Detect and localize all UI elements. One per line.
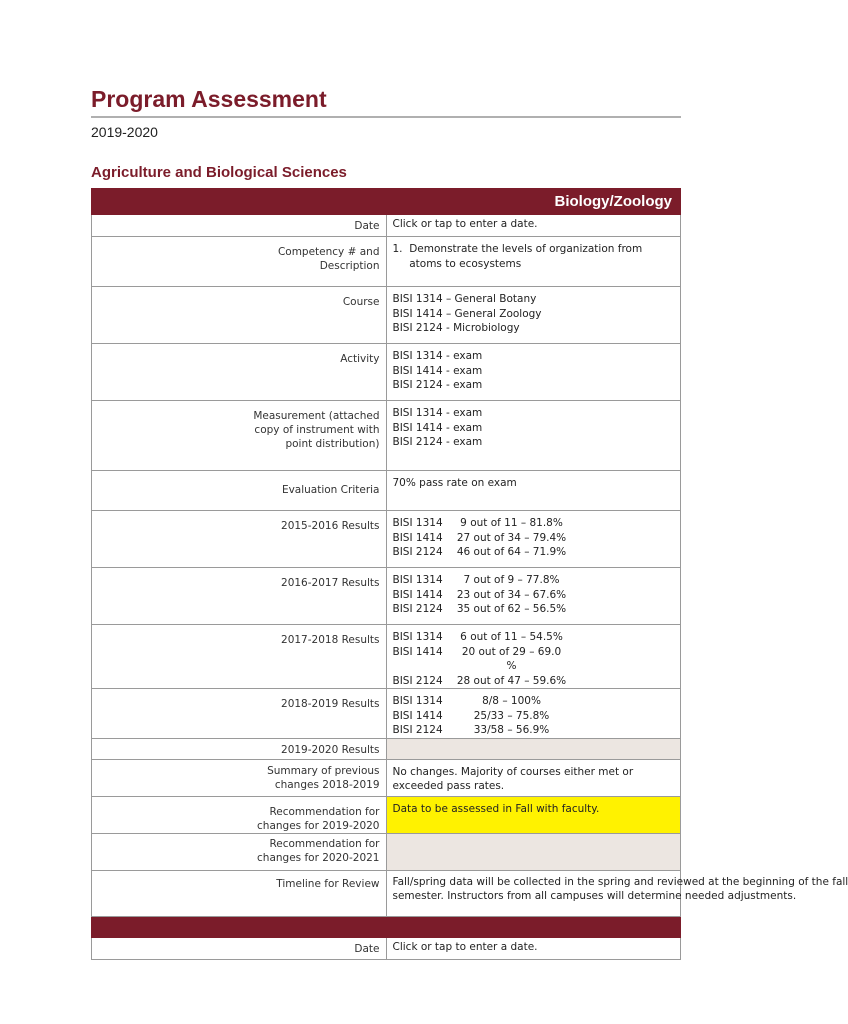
recommendation-label-line: Recommendation for (269, 805, 380, 818)
measurement-line: BISI 1414 - exam (392, 421, 483, 434)
date-field[interactable]: Click or tap to enter a date. (386, 215, 681, 237)
program-name: Biology/Zoology (92, 189, 681, 215)
activity-line: BISI 1414 - exam (392, 364, 483, 377)
results-figure: 7 out of 9 – 77.8% (463, 574, 560, 586)
results-figure: 23 out of 34 – 67.6% (456, 588, 567, 601)
results-course: BISI 1314 (392, 631, 443, 643)
results-label: 2015-2016 Results (92, 511, 387, 568)
results-value[interactable] (386, 689, 681, 739)
results-value[interactable] (386, 568, 681, 625)
results-2019-row (92, 738, 681, 759)
results-value[interactable] (386, 625, 681, 689)
recommendation-2020-label (92, 833, 387, 870)
results-figure: 8/8 – 100% (482, 695, 541, 707)
recommendation-label-line: changes for 2019-2020 (257, 819, 380, 832)
results-figure: 9 out of 11 – 81.8% (460, 517, 563, 529)
competency-row (92, 237, 681, 287)
recommendation-2020-value[interactable] (386, 833, 681, 870)
timeline-value[interactable] (386, 870, 848, 916)
results-row (92, 511, 681, 568)
document-page (91, 84, 848, 955)
results-figure: 27 out of 34 – 79.4% (456, 531, 567, 544)
section-divider-row (92, 916, 681, 937)
measurement-row (92, 401, 681, 471)
results-label: 2017-2018 Results (92, 625, 387, 689)
results-course: BISI 2124 (392, 546, 443, 558)
results-2019-value[interactable] (386, 738, 681, 759)
summary-label-line: Summary of previous (267, 764, 380, 777)
activity-line: BISI 2124 - exam (392, 379, 483, 391)
results-row (92, 568, 681, 625)
results-value[interactable] (386, 511, 681, 568)
recommendation-2019-label (92, 796, 387, 833)
date-row (92, 215, 681, 237)
program-header-row (92, 189, 681, 215)
assessment-year: 2019-2020 (91, 124, 158, 140)
results-figure: 20 out of 29 – 69.0 % (461, 645, 562, 672)
competency-number: 1. (392, 243, 403, 255)
summary-label (92, 759, 387, 796)
recommendation-label-line: changes for 2020-2021 (257, 851, 380, 864)
results-figure: 6 out of 11 – 54.5% (460, 631, 563, 643)
results-2019-label: 2019-2020 Results (92, 738, 387, 759)
competency-value[interactable] (386, 237, 681, 287)
page-title: Program Assessment (91, 84, 681, 118)
results-course: BISI 1314 (392, 574, 443, 586)
timeline-line: semester. Instructors from all campuses will determine needed adjustments. (392, 890, 797, 902)
course-label: Course (92, 287, 387, 344)
results-figure: 35 out of 62 – 56.5% (456, 603, 567, 615)
summary-row (92, 759, 681, 796)
summary-value[interactable]: No changes. Majority of courses either met or exceeded pass rates. (386, 759, 681, 796)
evaluation-value[interactable]: 70% pass rate on exam (386, 471, 681, 511)
measurement-label (92, 401, 387, 471)
evaluation-row (92, 471, 681, 511)
results-label: 2018-2019 Results (92, 689, 387, 739)
results-figure: 33/58 – 56.9% (473, 724, 550, 736)
timeline-line: Fall/spring data will be collected in the spring and reviewed at the beginning of the fall (392, 875, 848, 888)
course-line: BISI 2124 - Microbiology (392, 322, 520, 334)
results-course: BISI 1314 (392, 695, 443, 707)
measurement-line: BISI 2124 - exam (392, 436, 483, 448)
results-figure: 46 out of 64 – 71.9% (456, 546, 567, 558)
competency-label-line: Description (319, 260, 380, 272)
results-row (92, 689, 681, 739)
recommendation-2019-value[interactable]: Data to be assessed in Fall with faculty. (386, 796, 681, 833)
results-label: 2016-2017 Results (92, 568, 387, 625)
date-label: Date (92, 215, 387, 237)
results-course: BISI 2124 (392, 724, 443, 736)
course-line: BISI 1314 – General Botany (392, 293, 537, 305)
competency-label (92, 237, 387, 287)
summary-label-line: changes 2018-2019 (274, 778, 380, 791)
activity-row (92, 344, 681, 401)
results-course: BISI 2124 (392, 674, 443, 687)
course-row (92, 287, 681, 344)
results-course: BISI 1414 (392, 588, 443, 601)
results-figure: 28 out of 47 – 59.6% (456, 674, 567, 687)
date-row-2 (92, 937, 681, 959)
measurement-line: BISI 1314 - exam (392, 407, 483, 419)
course-line: BISI 1414 – General Zoology (392, 307, 542, 320)
section-divider (92, 916, 681, 937)
activity-value[interactable] (386, 344, 681, 401)
results-course: BISI 1314 (392, 517, 443, 529)
assessment-table (91, 188, 848, 960)
department-heading: Agriculture and Biological Sciences (91, 164, 347, 181)
course-value[interactable] (386, 287, 681, 344)
results-course: BISI 1414 (392, 709, 443, 722)
measurement-value[interactable] (386, 401, 681, 471)
recommendation-2019-row (92, 796, 681, 833)
recommendation-2020-row (92, 833, 681, 870)
measurement-label-line: copy of instrument with (254, 424, 380, 436)
competency-text: Demonstrate the levels of organization from atoms to ecosystems (409, 243, 643, 270)
timeline-label: Timeline for Review (92, 870, 387, 916)
competency-label-line: Competency # and (277, 246, 380, 258)
results-course: BISI 1414 (392, 531, 443, 544)
timeline-row (92, 870, 681, 916)
results-course: BISI 1414 (392, 645, 443, 658)
evaluation-label: Evaluation Criteria (92, 471, 387, 511)
date-field[interactable]: Click or tap to enter a date. (386, 937, 681, 959)
measurement-label-line: point distribution) (285, 438, 380, 450)
results-figure: 25/33 – 75.8% (473, 709, 550, 722)
date-label: Date (92, 937, 387, 959)
results-course: BISI 2124 (392, 603, 443, 615)
results-row (92, 625, 681, 689)
recommendation-label-line: Recommendation for (269, 837, 380, 850)
measurement-label-line: Measurement (attached (253, 410, 380, 422)
activity-line: BISI 1314 - exam (392, 350, 483, 362)
activity-label: Activity (92, 344, 387, 401)
